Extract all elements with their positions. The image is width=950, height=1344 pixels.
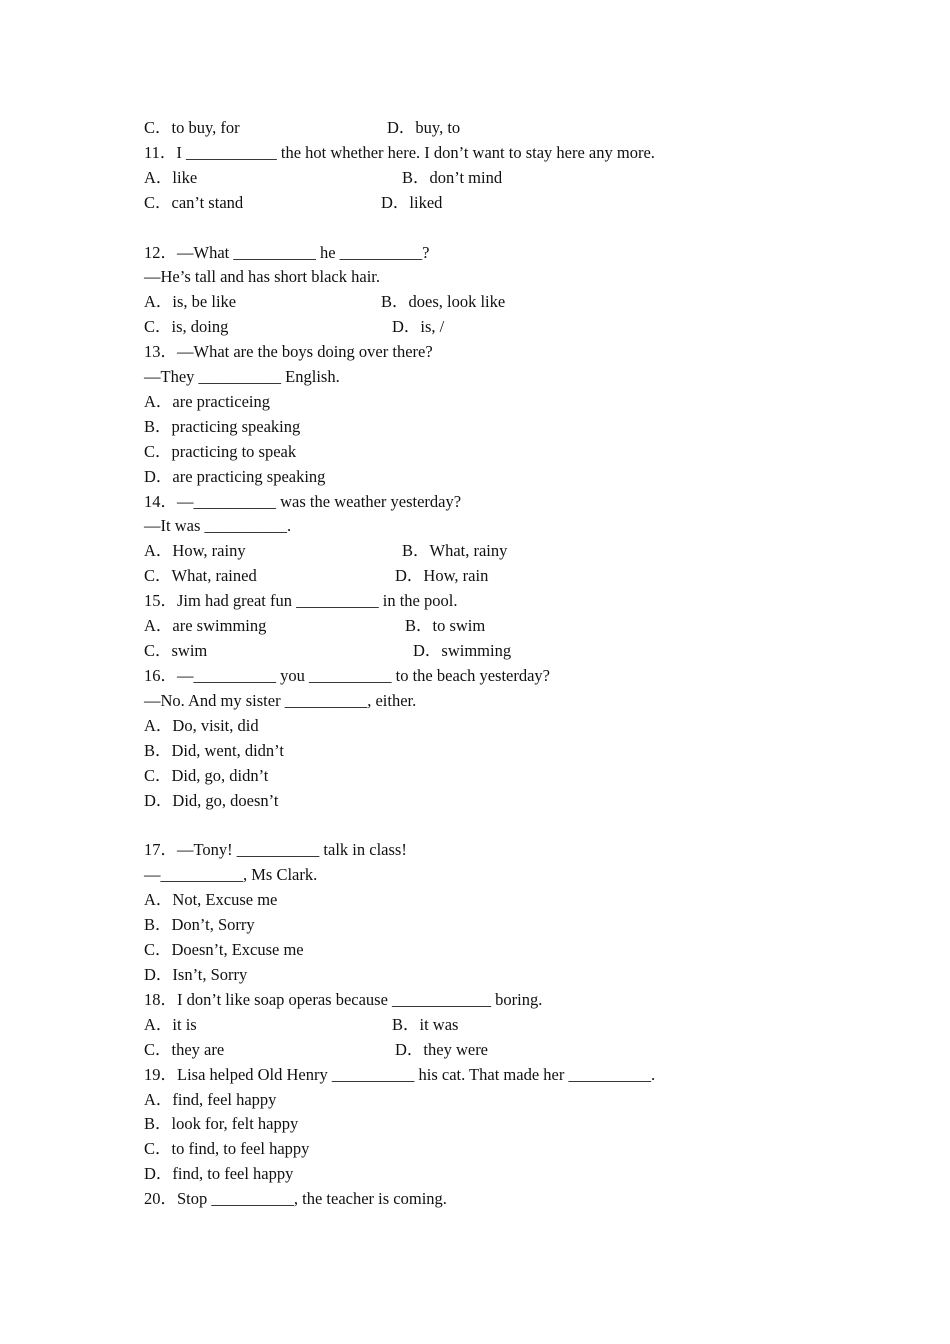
- option-line: D．Did, go, doesn’t: [144, 791, 279, 810]
- dialogue-line: —__________, Ms Clark.: [144, 865, 318, 884]
- option-line: C．Doesn’t, Excuse me: [144, 940, 304, 959]
- dialogue-line: —It was __________.: [144, 516, 292, 535]
- option-line: A．Do, visit, did: [144, 716, 259, 735]
- option-line: C．swim D．swimming: [144, 641, 512, 660]
- question-17: 17．—Tony! __________ talk in class!: [144, 840, 407, 859]
- option-line: A．like B．don’t mind: [144, 168, 503, 187]
- dialogue-line: —He’s tall and has short black hair.: [144, 267, 380, 286]
- dialogue-line: —They __________ English.: [144, 367, 340, 386]
- option-line: B．Did, went, didn’t: [144, 741, 284, 760]
- option-line: A．are practiceing: [144, 392, 270, 411]
- question-12: 12．—What __________ he __________?: [144, 243, 430, 262]
- dialogue-line: —No. And my sister __________, either.: [144, 691, 417, 710]
- option-line: C．to buy, for D．buy, to: [144, 118, 461, 137]
- option-line: A．is, be like B．does, look like: [144, 292, 506, 311]
- option-line: B．look for, felt happy: [144, 1114, 299, 1133]
- option-line: D．Isn’t, Sorry: [144, 965, 248, 984]
- question-18: 18．I don’t like soap operas because ____________ boring.: [144, 990, 543, 1009]
- option-line: D．find, to feel happy: [144, 1164, 294, 1183]
- option-line: B．practicing speaking: [144, 417, 301, 436]
- option-line: C．is, doing D．is, /: [144, 317, 445, 336]
- question-11: 11．I ___________ the hot whether here. I don’t want to stay here any more.: [144, 143, 655, 162]
- option-line: C．to find, to feel happy: [144, 1139, 310, 1158]
- option-line: C．What, rained D．How, rain: [144, 566, 489, 585]
- option-line: A．Not, Excuse me: [144, 890, 278, 909]
- question-20: 20．Stop __________, the teacher is coming.: [144, 1189, 447, 1208]
- question-15: 15．Jim had great fun __________ in the pool.: [144, 591, 458, 610]
- option-line: C．can’t stand D．liked: [144, 193, 443, 212]
- question-14: 14．—__________ was the weather yesterday?: [144, 492, 462, 511]
- option-line: A．it is B．it was: [144, 1015, 459, 1034]
- option-line: C．Did, go, didn’t: [144, 766, 269, 785]
- option-line: C．practicing to speak: [144, 442, 297, 461]
- option-line: A．How, rainy B．What, rainy: [144, 541, 508, 560]
- option-line: C．they are D．they were: [144, 1040, 489, 1059]
- question-13: 13．—What are the boys doing over there?: [144, 342, 433, 361]
- option-line: A．are swimming B．to swim: [144, 616, 486, 635]
- option-line: B．Don’t, Sorry: [144, 915, 255, 934]
- option-line: D．are practicing speaking: [144, 467, 326, 486]
- question-16: 16．—__________ you __________ to the beach yesterday?: [144, 666, 551, 685]
- question-19: 19．Lisa helped Old Henry __________ his cat. That made her __________.: [144, 1065, 656, 1084]
- option-line: A．find, feel happy: [144, 1090, 277, 1109]
